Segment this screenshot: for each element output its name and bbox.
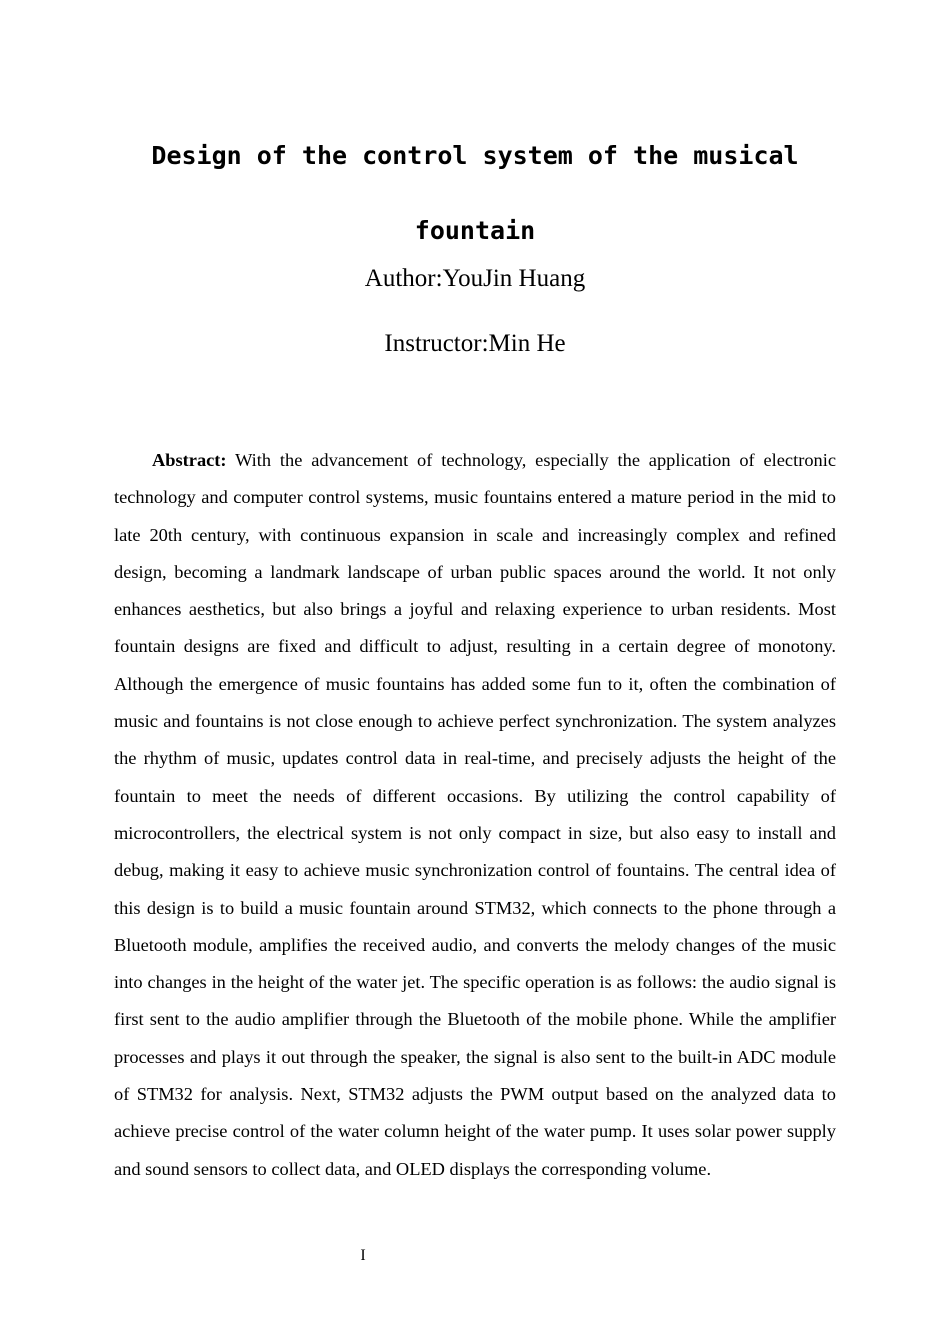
abstract-paragraph <box>114 442 836 1188</box>
abstract-text: With the advancement of technology, especially the application of electronic technology and computer control systems, music fountains entered a mature period in the mid to late 20th century, with continuous expansion in scale and increasingly complex and refined design, becoming a landmark landscape of urban public spaces around the world. It not only enhances aesthetics, but also brings a joyful and relaxing experience to urban residents. Most fountain designs are fixed and difficult to adjust, resulting in a certain degree of monotony. Although the emergence of music fountains has added some fun to it, often the combination of music and fountains is not close enough to achieve perfect synchronization. The system analyzes the rhythm of music, updates control data in real-time, and precisely adjusts the height of the fountain to meet the needs of different occasions. By utilizing the control capability of microcontrollers, the electrical system is not only compact in size, but also easy to install and debug, making it easy to achieve music synchronization control of fountains. The central idea of this design is to build a music fountain around STM32, which connects to the phone through a Bluetooth module, amplifies the received audio, and converts the melody changes of the music into changes in the height of the water jet. The specific operation is as follows: the audio signal is first sent to the audio amplifier through the Bluetooth of the mobile phone. While the amplifier processes and plays it out through the speaker, the signal is also sent to the built-in ADC module of STM32 for analysis. Next, STM32 adjusts the PWM output based on the analyzed data to achieve precise control of the water column height of the water pump. It uses solar power supply and sound sensors to collect data, and OLED displays the corresponding volume. <box>114 450 836 1179</box>
document-title: Design of the control system of the musical fountain <box>151 141 799 245</box>
abstract-label: Abstract: <box>152 450 227 470</box>
page-number: I <box>360 1247 366 1264</box>
author-line: Author:YouJin Huang <box>364 265 586 292</box>
instructor-line: Instructor:Min He <box>384 330 566 357</box>
